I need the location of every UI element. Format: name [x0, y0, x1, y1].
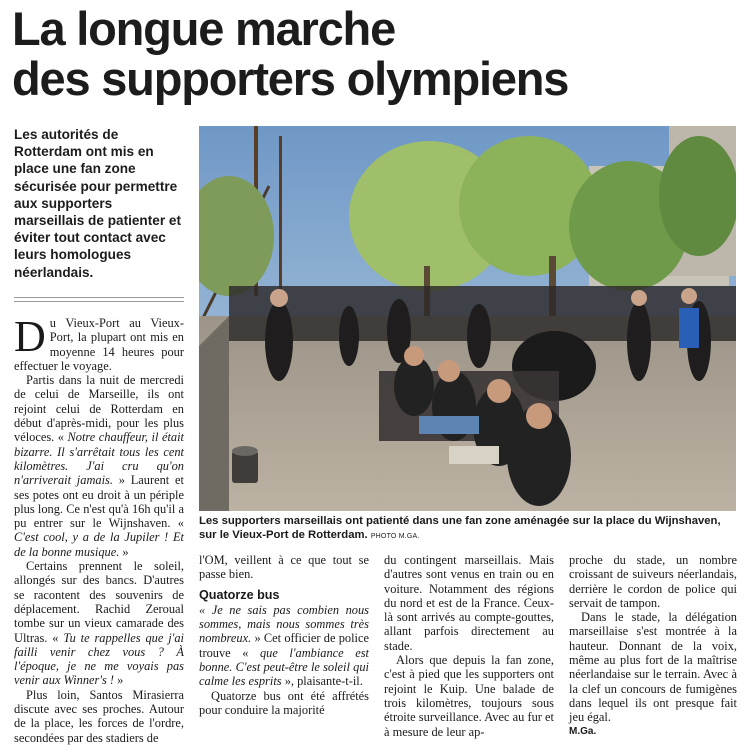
- paragraph-text: Partis dans la nuit de mercredi de celui de Marseille, ils ont rejoint celui de Rotterdam en début d'après-midi, pour les plus véloces. «: [14, 373, 184, 445]
- article-paragraph: Alors que depuis la fan zone, c'est à pied que les supporters ont rejoint le Kuip. Une balade de trois kilomètres, toujours sous étroite surveillance. Avec au fur et à mesure de leur ap-: [384, 653, 554, 739]
- article-paragraph: [14, 559, 184, 688]
- article-paragraph: proche du stade, un nombre croissant de suiveurs néerlandais, derrière le cordon de police qui servait de tampon.: [569, 553, 737, 610]
- quote: C'est cool, y a de la Jupiler ! Et de la bonne musique.: [14, 530, 184, 559]
- paragraph-text: Certains prennent le soleil, allongés sur des bancs. D'autres se racontent des souvenirs de déplacement. Rachid Zeroual tombe sur un vieux camarade des Ultras. «: [14, 559, 184, 645]
- paragraph-text: u Vieux-Port au Vieux-Port, la plupart ont mis en moyenne 14 heures pour effectuer le voyage.: [14, 316, 184, 373]
- headline-line-2: des supporters olympiens: [12, 52, 569, 105]
- photo-credit: PHOTO M.GA.: [370, 533, 420, 540]
- caption-text: Les supporters marseillais ont patienté dans une fan zone aménagée sur la place du Wijnshaven, sur le Vieux-Port de Rotterdam.: [199, 515, 721, 541]
- photo-caption: [199, 514, 739, 544]
- author-signature: M.Ga.: [569, 725, 597, 737]
- article-column-3: [384, 553, 554, 739]
- article-column-1: [14, 312, 184, 745]
- article-paragraph: du contingent marseillais. Mais d'autres sont venus en train ou en voiture. Notamment des régions du nord et est de la France. Ceux-là sont arrivés au compte-gouttes, allant parfois directement au stade.: [384, 553, 554, 653]
- paragraph-text: », plaisante-t-il.: [284, 674, 363, 689]
- article-paragraph: [14, 312, 184, 373]
- article-column-2: [199, 553, 369, 717]
- paragraph-text: » Cet officier de police trouve «: [199, 631, 369, 660]
- quote: Notre chauffeur, il était bizarre. Il s'arrêtait tous les cent kilomètres. J'ai cru qu'on n'arriverait jamais.: [14, 430, 184, 488]
- article-paragraph: Dans le stade, la délégation marseillaise s'est montrée à la hauteur. Donnant de la voix, même au plus fort de la maîtrise néerlandaise sur le terrain. Avec à la clef un concours de fumigènes dans lequel ils ont presque fait jeu égal.: [569, 610, 737, 725]
- quote: « Je ne sais pas combien nous sommes, mais nous sommes très nombreux.: [199, 602, 369, 646]
- paragraph-text: »: [122, 544, 129, 559]
- article-paragraph: Quatorze bus ont été affrétés pour conduire la majorité: [199, 688, 369, 717]
- news-photo: [199, 126, 736, 511]
- quote: Tu te rappelles que j'ai failli venir chez vous ? À l'époque, je ne me voyais pas venir aux Winner's !: [14, 630, 184, 688]
- divider: [14, 297, 184, 298]
- lead-paragraph: Les autorités de Rotterdam ont mis en place une fan zone sécurisée pour permettre aux supporters marseillais de patienter et éviter tout contact avec leurs homologues néerlandais.: [14, 127, 181, 280]
- article-paragraph: [199, 603, 369, 689]
- article-paragraph: Plus loin, Santos Mirasierra discute avec ses proches. Autour de la place, les forces de l'ordre, secondées par des stadiers de: [14, 687, 184, 745]
- article-paragraph: [14, 373, 184, 559]
- headline: [12, 4, 737, 104]
- paragraph-text: » Laurent et ses potes ont eu droit à un périple plus long. Ce n'est qu'à 16h qu'il a pu entrer sur le Wijnshaven. «: [14, 473, 184, 531]
- quote: que l'ambiance est bonne. C'est peut-être le soleil qui calme les esprits: [199, 645, 369, 689]
- divider: [14, 301, 184, 302]
- subheading: Quatorze bus: [199, 587, 280, 602]
- paragraph-text: »: [117, 673, 124, 688]
- headline-line-1: La longue marche: [12, 2, 396, 55]
- article-paragraph: l'OM, veillent à ce que tout se passe bien.: [199, 553, 369, 582]
- article-column-4: [569, 553, 737, 739]
- drop-cap: D: [14, 312, 46, 361]
